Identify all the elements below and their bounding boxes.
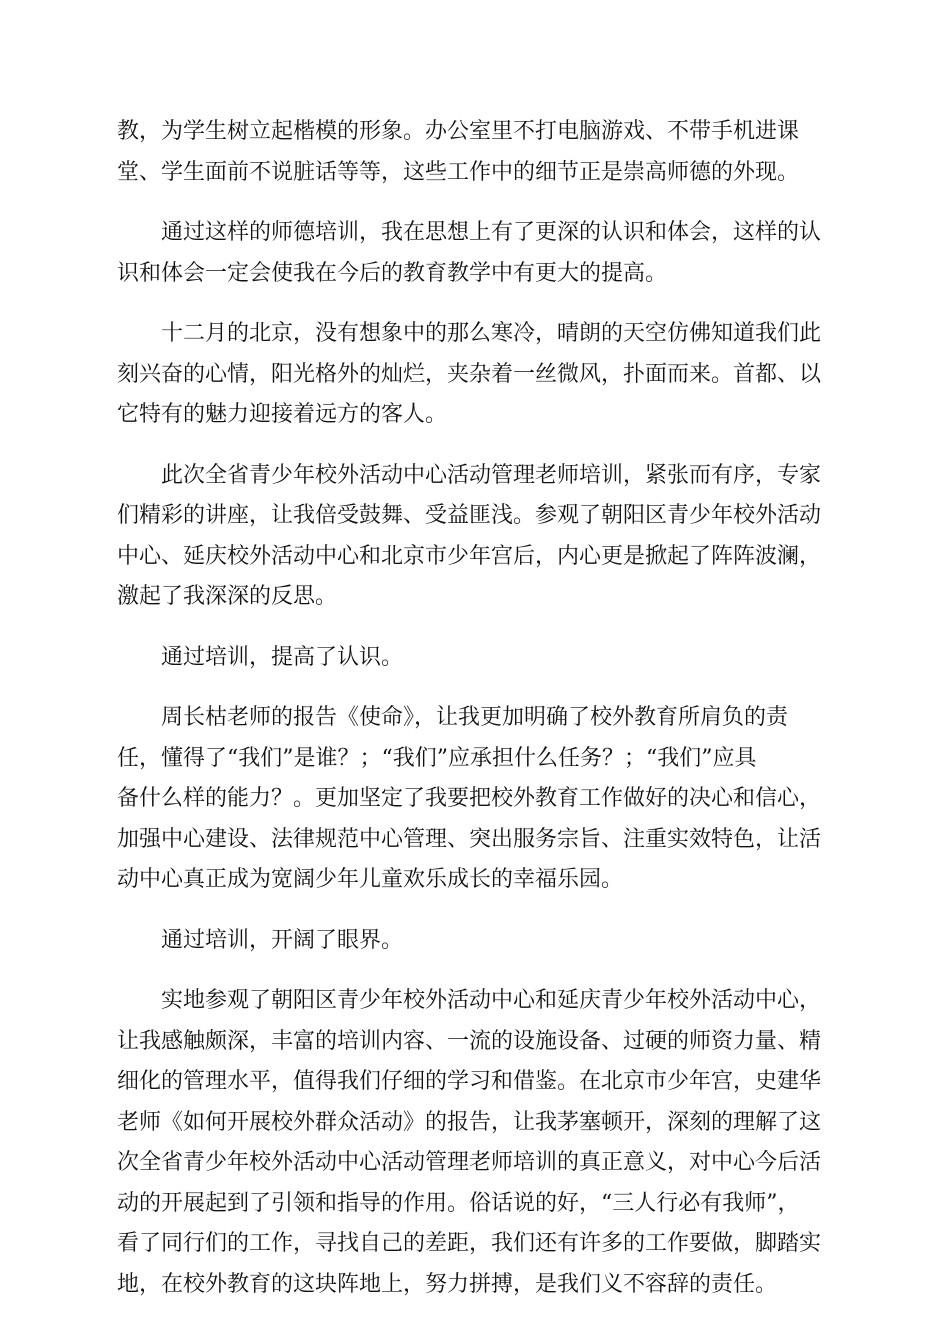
paragraph-4: 此次全省青少年校外活动中心活动管理老师培训，紧张而有序，专家 们精彩的讲座，让我倍受鼓舞、受益匪浅。参观了朝阳区青少年校外活动 中心、延庆校外活动中心和北京市少年宫后，内心更是掀起了阵阵波澜， 激起了我深深的反思。	[117, 462, 822, 609]
paragraph-3: 十二月的北京，没有想象中的那么寒冷，晴朗的天空仿佛知道我们此 刻兴奋的心情，阳光格外的灿烂，夹杂着一丝微风，扑面而来。首都、以 它特有的魅力迎接着远方的客人。	[117, 321, 822, 427]
paragraph-2: 通过这样的师德培训，我在思想上有了更深的认识和体会，这样的认 识和体会一定会使我在今后的教育教学中有更大的提高。	[117, 220, 822, 286]
paragraph-5: 通过培训，提高了认识。	[117, 644, 404, 670]
document-body	[117, 112, 837, 1325]
paragraph-7: 通过培训，开阔了眼界。	[117, 927, 404, 953]
paragraph-6: 周长枯老师的报告《使命》，让我更加明确了校外教育所肩负的责 任，懂得了“我们”是谁？；“我们”应承担什么任务？；“我们”应具 备什么样的能力？。更加坚定了我要把校外教育工作做好的决心和信心， 加强中心建设、法律规范中心管理、突出服务宗旨、注重实效特色，让活 动中心真正成为宽阔少年儿童欢乐成长的幸福乐园。	[117, 705, 822, 892]
paragraph-1: 教，为学生树立起楷模的形象。办公室里不打电脑游戏、不带手机进课 堂、学生面前不说脏话等等，这些工作中的细节正是崇高师德的外现。	[117, 119, 800, 185]
paragraph-8: 实地参观了朝阳区青少年校外活动中心和延庆青少年校外活动中心， 让我感触颇深，丰富的培训内容、一流的设施设备、过硬的师资力量、精 细化的管理水平，值得我们仔细的学习和借鉴。在北京市少年宫，史建华 老师《如何开展校外群众活动》的报告，让我茅塞顿开，深刻的理解了这 次全省青少年校外活动中心活动管理老师培训的真正意义，对中心今后活 动的开展起到了引领和指导的作用。俗话说的好，“三人行必有我师”， 看了同行们的工作，寻找自己的差距，我们还有许多的工作要做，脚踏实 地，在校外教育的这块阵地上，努力拼搏，是我们义不容辞的责任。	[117, 988, 822, 1297]
